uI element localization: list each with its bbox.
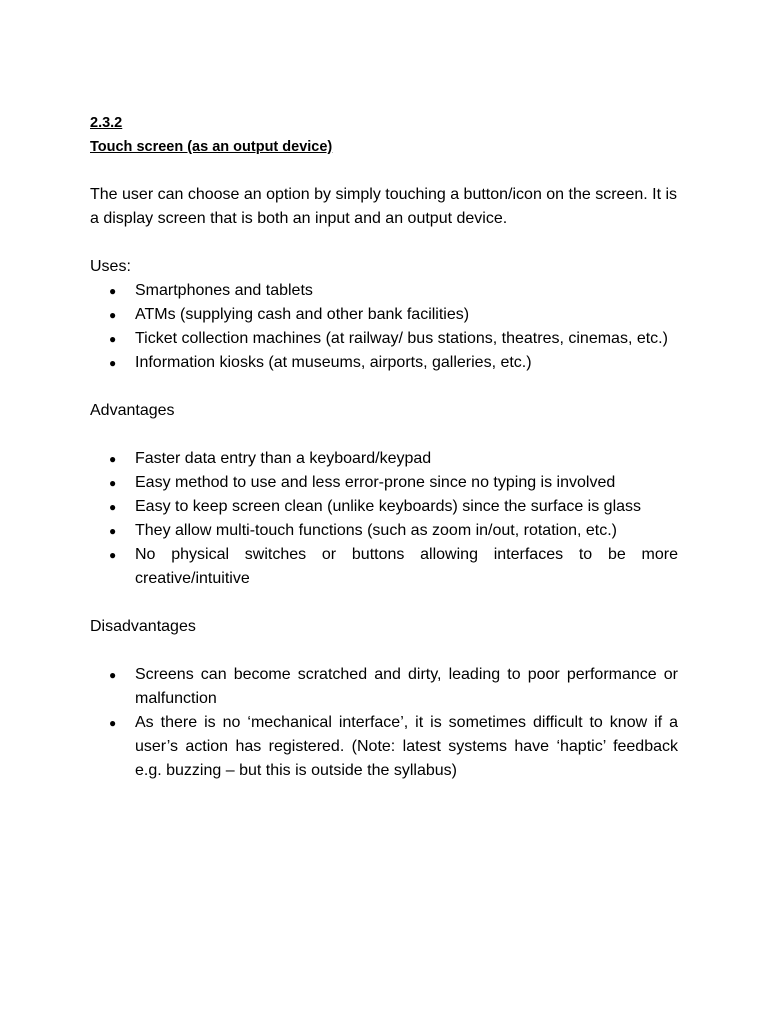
list-item-text: As there is no ‘mechanical interface’, it is sometimes difficult to know if a user’s action has registered. (Note: latest systems have ‘haptic’ feedback e.g. buzzing – but this is outside the syllabus) xyxy=(135,714,678,779)
list-item-text: Information kiosks (at museums, airports, galleries, etc.) xyxy=(135,354,532,371)
bullet-icon: ● xyxy=(109,500,117,514)
uses-list xyxy=(90,279,678,375)
list-item xyxy=(90,519,678,543)
disadvantages-list xyxy=(90,663,678,783)
list-item xyxy=(90,663,678,711)
list-item-text: Ticket collection machines (at railway/ bus stations, theatres, cinemas, etc.) xyxy=(135,330,668,347)
section-number: 2.3.2 xyxy=(90,115,123,131)
list-item-text: No physical switches or buttons allowing interfaces to be more creative/intuitive xyxy=(135,546,678,587)
list-item xyxy=(90,495,678,519)
bullet-icon: ● xyxy=(109,332,117,346)
intro-paragraph: The user can choose an option by simply touching a button/icon on the screen. It is a display screen that is both an input and an output device. xyxy=(90,186,678,227)
bullet-icon: ● xyxy=(109,452,117,466)
bullet-icon: ● xyxy=(109,476,117,490)
bullet-icon: ● xyxy=(109,308,117,322)
section-title: Touch screen (as an output device) xyxy=(90,139,333,155)
bullet-icon: ● xyxy=(109,524,117,538)
bullet-icon: ● xyxy=(109,356,117,370)
list-item-text: Screens can become scratched and dirty, leading to poor performance or malfunction xyxy=(135,666,678,707)
list-item xyxy=(90,711,678,783)
list-item xyxy=(90,279,678,303)
list-item xyxy=(90,303,678,327)
list-item-text: Smartphones and tablets xyxy=(135,282,313,299)
list-item-text: Easy to keep screen clean (unlike keyboards) since the surface is glass xyxy=(135,498,642,515)
advantages-list xyxy=(90,447,678,591)
list-item-text: They allow multi-touch functions (such as zoom in/out, rotation, etc.) xyxy=(135,522,617,539)
bullet-icon: ● xyxy=(109,668,117,682)
list-item xyxy=(90,447,678,471)
advantages-heading: Advantages xyxy=(90,402,175,419)
list-item-text: ATMs (supplying cash and other bank facilities) xyxy=(135,306,470,323)
list-item xyxy=(90,327,678,351)
document-page xyxy=(90,111,678,783)
uses-heading: Uses: xyxy=(90,258,131,275)
list-item-text: Easy method to use and less error-prone since no typing is involved xyxy=(135,474,616,491)
list-item-text: Faster data entry than a keyboard/keypad xyxy=(135,450,432,467)
list-item xyxy=(90,351,678,375)
bullet-icon: ● xyxy=(109,716,117,730)
bullet-icon: ● xyxy=(109,284,117,298)
disadvantages-heading: Disadvantages xyxy=(90,618,196,635)
list-item xyxy=(90,543,678,591)
list-item xyxy=(90,471,678,495)
bullet-icon: ● xyxy=(109,548,117,562)
